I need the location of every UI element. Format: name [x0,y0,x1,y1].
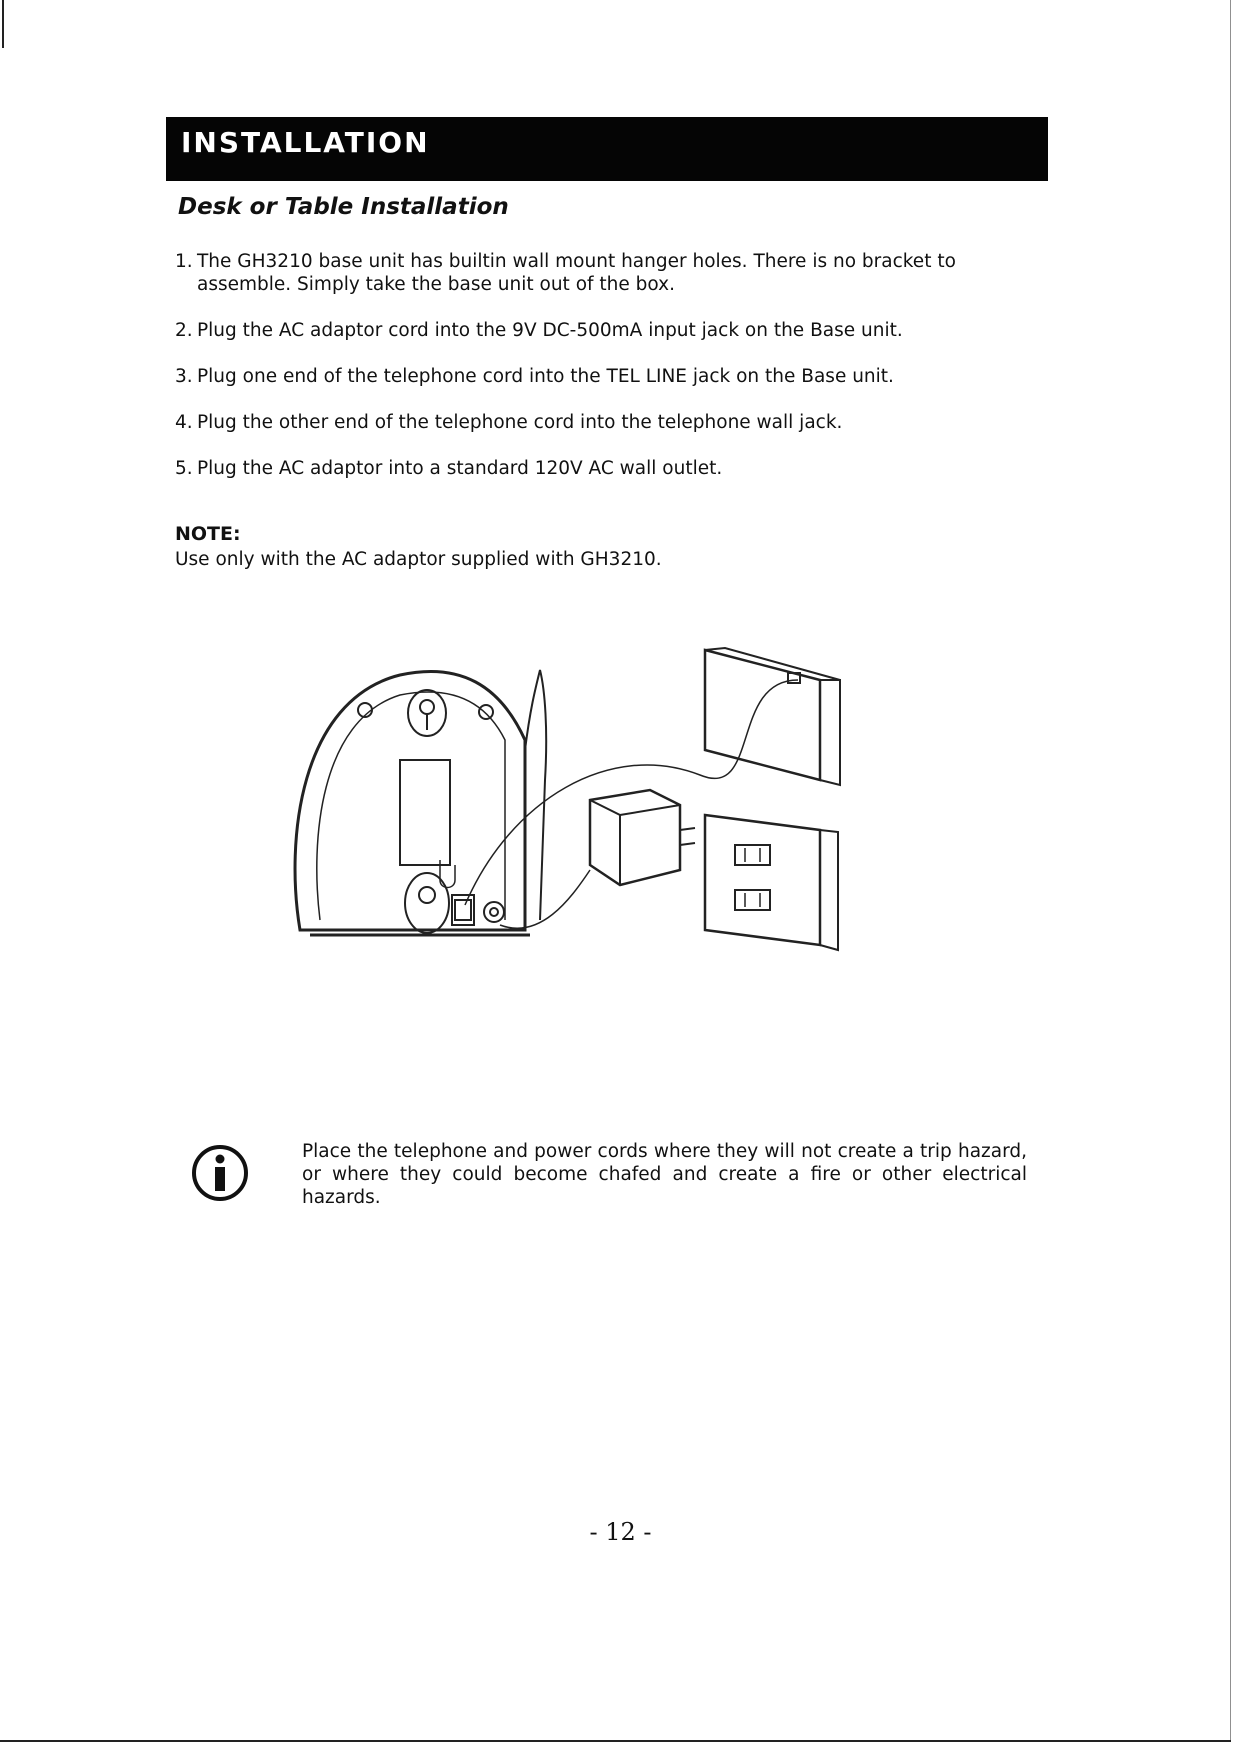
step-text: Plug the AC adaptor into a standard 120V AC wall outlet. [197,458,723,479]
list-item [175,457,1015,480]
base-unit-illustration [295,670,546,935]
step-text: Plug the other end of the telephone cord into the telephone wall jack. [197,412,843,433]
step-number: 5. [175,458,193,479]
step-text: The GH3210 base unit has builtin wall mount hanger holes. There is no bracket to assemble. Simply take the base unit out of the box. [197,251,956,295]
note-label: NOTE: [175,523,241,545]
section-title: INSTALLATION [181,126,430,159]
page-edge-left [2,0,4,48]
installation-steps [175,250,1015,503]
info-icon [190,1143,250,1203]
step-number: 1. [175,251,193,272]
ac-wall-outlet [705,815,838,950]
page-edge-right [1230,0,1231,1740]
section-header-bar [166,117,1048,181]
page-number: - 12 - [589,1518,652,1546]
telephone-wall-jack [705,648,840,785]
caution-text: Place the telephone and power cords where they will not create a trip hazard, or where they could become chafed and create a fire or other electrical hazards. [302,1141,1027,1208]
list-item [175,411,1015,434]
list-item [175,365,1015,388]
note-text: Use only with the AC adaptor supplied with GH3210. [175,549,662,570]
page-edge-bottom [0,1740,1231,1742]
list-item [175,319,1015,342]
step-text: Plug the AC adaptor cord into the 9V DC-500mA input jack on the Base unit. [197,320,903,341]
step-number: 3. [175,366,193,387]
step-number: 2. [175,320,193,341]
ac-adaptor [500,790,695,928]
list-item [175,250,1015,296]
subsection-heading: Desk or Table Installation [178,194,509,220]
installation-diagram [290,640,930,980]
step-text: Plug one end of the telephone cord into the TEL LINE jack on the Base unit. [197,366,894,387]
step-number: 4. [175,412,193,433]
